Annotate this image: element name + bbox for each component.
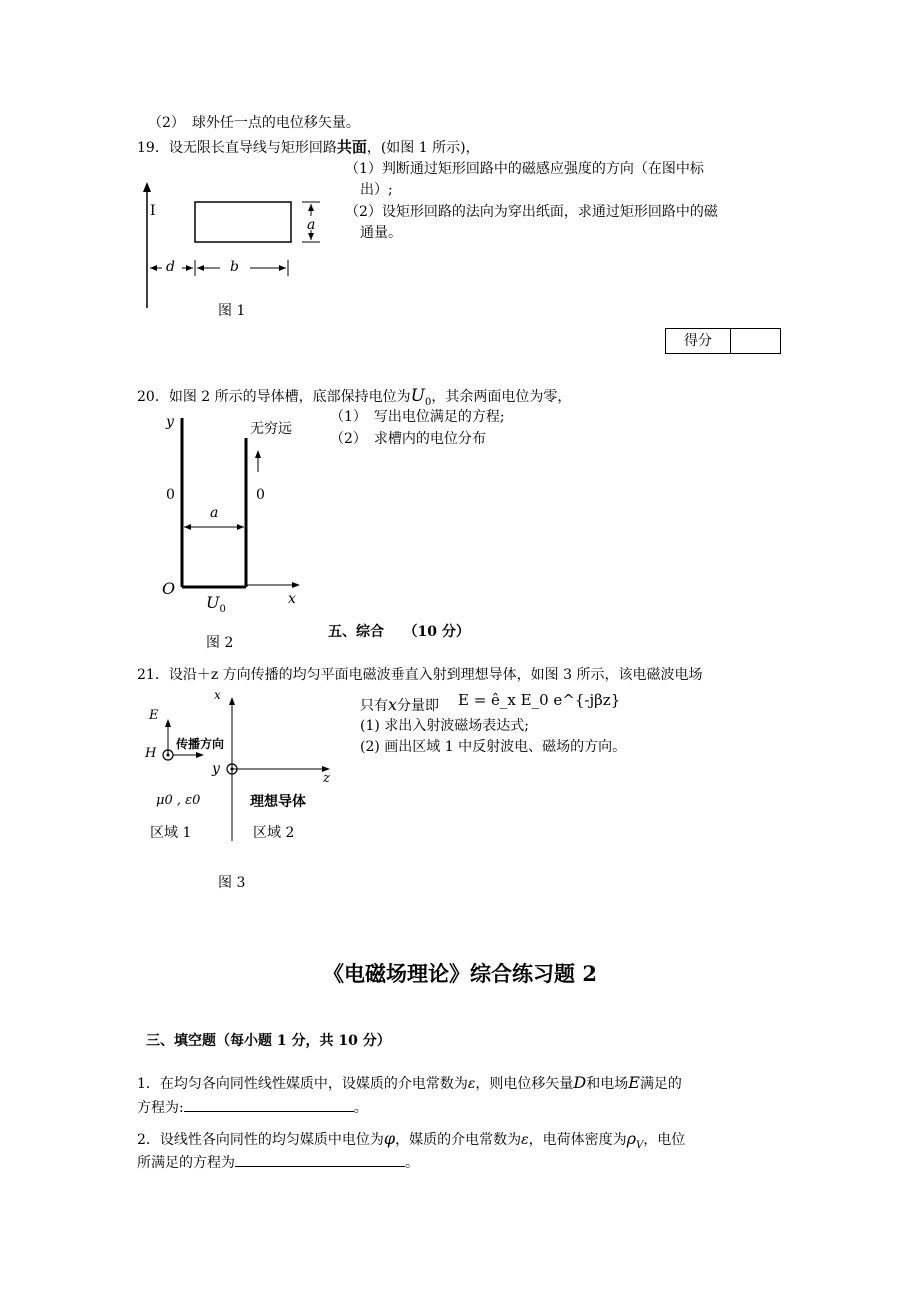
q2-answer-blank[interactable]: [235, 1152, 405, 1167]
fig3-conductor-label: 理想导体: [250, 794, 306, 810]
fig3-region1-label: 区域 1: [150, 825, 192, 841]
section5-heading: 五、综合 （10 分）: [328, 624, 470, 640]
score-value-cell[interactable]: [731, 329, 780, 353]
q20-part2: （2） 求槽内的电位分布: [330, 431, 486, 447]
fig2-infinity-label: 无穷远: [250, 421, 292, 437]
fig2-u0-label: $U_0$: [206, 593, 226, 615]
fig2-caption: 图 2: [206, 635, 234, 651]
fig2-a-label: a: [210, 505, 219, 521]
fig3-z-label: z: [323, 771, 330, 786]
fig2-zero-right: 0: [256, 487, 265, 503]
fig1-current-label: I: [150, 203, 156, 219]
q1-line1: 1．在均匀各向同性线性媒质中，设媒质的介电常数为ε，则电位移矢量D和电场E满足的: [137, 1073, 682, 1092]
fig1-caption: 图 1: [218, 303, 246, 319]
q19-part2-line2: 通量。: [360, 225, 402, 241]
q20-stem: 20．如图 2 所示的导体槽，底部保持电位为$U_0$，其余两面电位为零，: [137, 386, 572, 408]
q19-part1-line2: 出）;: [360, 182, 393, 198]
fig1-a-label: a: [307, 217, 316, 233]
fig3-region2-label: 区域 2: [253, 825, 295, 841]
q21-part2: (2) 画出区域 1 中反射波电、磁场的方向。: [360, 739, 627, 755]
q21-part1: (1) 求出入射波磁场表达式;: [360, 718, 529, 734]
fig2-y-label: y: [166, 414, 174, 430]
q1-answer-blank[interactable]: [184, 1097, 354, 1112]
q2-line2: 所满足的方程为 。: [137, 1152, 419, 1173]
q19-stem: 19．设无限长直导线与矩形回路共面，(如图 1 所示)，: [137, 138, 480, 156]
q1-line2: 方程为: 。: [137, 1097, 368, 1118]
fig3-medium-label: μ0 , ε0: [156, 793, 201, 808]
fig2-x-label: x: [288, 591, 296, 607]
q21-formula: E = ê_x E_0 e^{-jβz}: [458, 691, 621, 709]
q2-line1: 2．设线性各向同性的均匀媒质中电位为φ，媒质的介电常数为ε，电荷体密度为$\rho_V$，电位: [137, 1129, 686, 1151]
loop-rectangle: [195, 202, 291, 242]
figure-1-diagram: [130, 180, 330, 310]
fig2-origin-label: O: [162, 579, 176, 598]
fig3-x-label: x: [214, 688, 221, 702]
figure-3-diagram: [140, 685, 350, 845]
fig3-H-label: H: [145, 746, 157, 761]
q19-part2-line1: （2）设矩形回路的法向为穿出纸面，求通过矩形回路中的磁: [345, 204, 718, 220]
q21-only-x: 只有x分量即: [360, 695, 440, 714]
q21-stem: 21．设沿＋z 方向传播的均匀平面电磁波垂直入射到理想导体，如图 3 所示，该电磁波电场: [137, 667, 703, 683]
fig3-E-label: E: [149, 708, 159, 723]
score-label: 得分: [666, 329, 731, 353]
document-title: 《电磁场理论》综合练习题 2: [323, 961, 597, 986]
section3-heading: 三、填空题（每小题 1 分，共 10 分）: [146, 1033, 391, 1049]
fig3-y-label: y: [212, 761, 220, 777]
score-box: [665, 328, 781, 354]
fig1-b-label: b: [230, 259, 239, 275]
fig3-caption: 图 3: [218, 875, 246, 891]
fig3-propagation-label: 传播方向: [176, 737, 225, 751]
wire-arrow: [143, 182, 151, 192]
fig2-zero-left: 0: [166, 487, 175, 503]
fig1-d-label: d: [166, 259, 175, 275]
q19-part1-line1: （1）判断通过矩形回路中的磁感应强度的方向（在图中标: [345, 161, 704, 177]
q20-part1: （1） 写出电位满足的方程;: [330, 409, 505, 425]
q18-item2: （2） 球外任一点的电位移矢量。: [148, 115, 360, 131]
figure-2-diagram: [160, 410, 320, 610]
